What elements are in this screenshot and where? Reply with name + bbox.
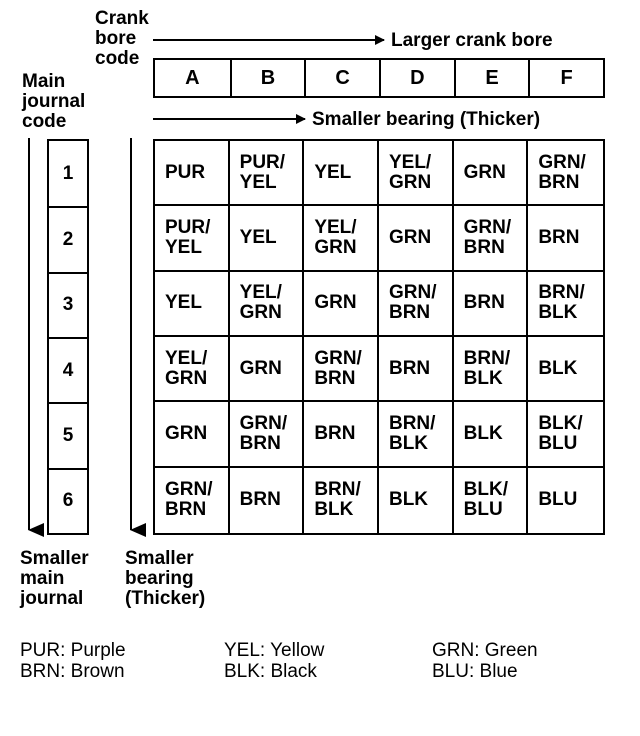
grid-cell <box>528 337 603 402</box>
grid-cell <box>454 337 529 402</box>
cell-text: BLK <box>538 357 578 379</box>
grid-cell <box>230 272 305 337</box>
smaller-bearing-thicker-bottom-label <box>125 549 205 609</box>
smaller-bearing-thicker-top-label: Smaller bearing (Thicker) <box>312 109 541 130</box>
cell-text: BRN <box>388 357 431 379</box>
journal-code-cell: 4 <box>49 337 87 402</box>
cell-text: BLK <box>463 422 503 444</box>
grid-cell <box>304 402 379 467</box>
crank-bore-label-line-2: bore <box>95 28 137 49</box>
grid-cell <box>304 337 379 402</box>
crank-code-cell: F <box>528 60 603 96</box>
cell-text: BRN <box>314 422 356 444</box>
smaller-main-journal-line-3: journal <box>20 588 84 609</box>
cell-text: BLK/ BLU <box>538 412 583 454</box>
smaller-main-journal-line-2: main <box>20 568 65 589</box>
grid-cell <box>155 141 230 206</box>
cell-text: PUR/ YEL <box>239 151 286 193</box>
journal-code-cell: 3 <box>49 272 87 337</box>
crank-bore-code-label <box>95 9 149 69</box>
smaller-main-journal-line-1: Smaller <box>20 548 89 569</box>
smaller-main-journal-label <box>20 549 89 609</box>
main-journal-label-line-3: code <box>22 111 67 132</box>
grid-cell <box>155 402 230 467</box>
main-journal-label-line-1: Main <box>22 71 66 92</box>
grid-cell <box>155 272 230 337</box>
cell-text: YEL/ GRN <box>388 151 432 193</box>
legend-item: PUR: Purple <box>20 640 126 661</box>
main-journal-label-line-2: journal <box>22 91 86 112</box>
grid-cell <box>230 468 305 533</box>
grid-cell <box>304 272 379 337</box>
cell-text: GRN <box>388 226 432 248</box>
cell-text: GRN/ BRN <box>538 151 586 193</box>
cell-text: YEL/ GRN <box>314 216 357 258</box>
bearing-color-grid <box>153 139 605 535</box>
grid-cell <box>379 402 454 467</box>
crank-bore-label-line-3: code <box>95 48 140 69</box>
grid-cell <box>528 468 603 533</box>
cell-text: YEL <box>239 226 277 248</box>
cell-text: BRN/ BLK <box>314 479 361 521</box>
grid-cell <box>230 402 305 467</box>
grid-cell <box>454 141 529 206</box>
cell-text: YEL/ GRN <box>165 347 208 389</box>
grid-cell <box>454 468 529 533</box>
crank-code-cell: C <box>304 60 379 96</box>
cell-text: GRN/ BRN <box>388 282 437 324</box>
cell-text: GRN/ BRN <box>165 479 213 521</box>
grid-cell <box>155 468 230 533</box>
cell-text: GRN/ BRN <box>239 412 288 454</box>
cell-text: BRN <box>463 292 505 314</box>
grid-cell <box>230 337 305 402</box>
journal-code-cell: 1 <box>62 162 74 184</box>
cell-text: BLU <box>538 489 578 511</box>
grid-cell <box>230 141 305 206</box>
cell-text: YEL/ GRN <box>239 282 282 324</box>
grid-cell <box>304 141 379 206</box>
crank-code-cell: D <box>379 60 454 96</box>
crank-code-cell: B <box>230 60 305 96</box>
grid-cell <box>230 206 305 271</box>
legend-item: BLK: Black <box>224 661 317 682</box>
cell-text: BRN <box>538 226 580 248</box>
grid-cell <box>155 337 230 402</box>
cell-text: GRN <box>165 422 208 444</box>
cell-text: GRN/ BRN <box>314 347 362 389</box>
cell-text: PUR <box>165 161 206 183</box>
grid-cell <box>379 468 454 533</box>
cell-text: BLK/ BLU <box>463 479 508 521</box>
cell-text: BRN/ BLK <box>538 282 585 324</box>
grid-cell <box>454 272 529 337</box>
journal-code-cell: 5 <box>49 402 87 467</box>
legend-item: GRN: Green <box>432 640 538 661</box>
legend-item: BLU: Blue <box>432 661 518 682</box>
main-journal-code-label <box>22 72 85 132</box>
grid-cell <box>379 141 454 206</box>
crank-bore-label-line-1: Crank <box>95 8 149 29</box>
crank-code-cell: E <box>454 60 529 96</box>
cell-text: GRN/ BRN <box>463 216 512 258</box>
journal-code-cell: 6 <box>49 468 87 533</box>
smaller-bearing-line-2: bearing <box>125 568 194 589</box>
cell-text: BLK <box>388 489 429 511</box>
crank-code-cell: A <box>185 66 200 89</box>
grid-cell <box>379 272 454 337</box>
smaller-bearing-line-1: Smaller <box>125 548 194 569</box>
cell-text: YEL <box>165 292 202 314</box>
main-journal-code-column <box>47 139 89 535</box>
cell-text: YEL <box>314 161 352 183</box>
legend-item: BRN: Brown <box>20 661 125 682</box>
cell-text: GRN <box>239 357 282 379</box>
grid-cell <box>155 206 230 271</box>
cell-text: BRN <box>239 489 281 511</box>
journal-code-cell: 2 <box>49 206 87 271</box>
crank-bore-code-row <box>153 58 605 98</box>
cell-text: PUR/ YEL <box>165 216 211 258</box>
grid-cell <box>454 206 529 271</box>
grid-cell <box>528 402 603 467</box>
grid-cell <box>528 206 603 271</box>
legend-item: YEL: Yellow <box>224 640 325 661</box>
grid-cell <box>528 141 603 206</box>
grid-cell <box>304 206 379 271</box>
grid-cell <box>379 337 454 402</box>
grid-cell <box>528 272 603 337</box>
cell-text: BRN/ BLK <box>388 412 436 454</box>
cell-text: BRN/ BLK <box>463 347 511 389</box>
smaller-bearing-line-3: (Thicker) <box>125 588 206 609</box>
cell-text: GRN <box>463 161 506 183</box>
grid-cell <box>304 468 379 533</box>
grid-cell <box>454 402 529 467</box>
cell-text: GRN <box>314 292 357 314</box>
grid-cell <box>379 206 454 271</box>
larger-crank-bore-label: Larger crank bore <box>391 30 553 51</box>
